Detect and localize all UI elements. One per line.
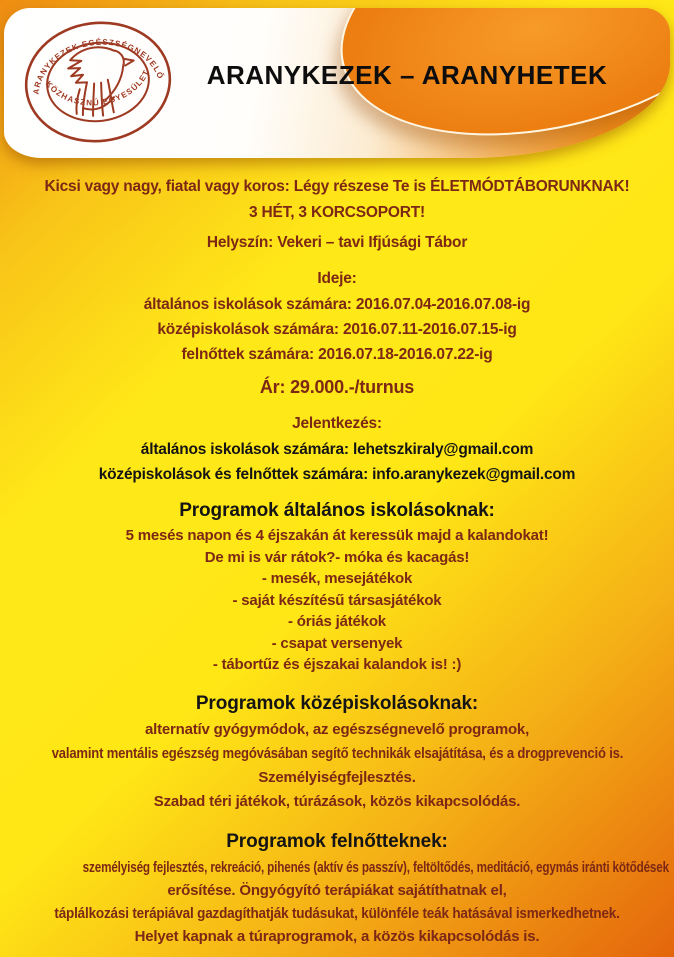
program-line-text: személyiség fejlesztés, rekreáció, pihenés (aktív és passzív), feltöltődés, meditáció, egymás iránti kötődések <box>82 858 669 876</box>
program-line: 5 mesés napon és 4 éjszakán át keressük majd a kalandokat! <box>125 527 549 544</box>
schedule-item: középiskolások számára: 2016.07.11-2016.07.15-ig <box>157 321 517 338</box>
program-line <box>0 856 674 879</box>
program-line: - tábortűz és éjszakai kalandok is! :) <box>212 656 462 673</box>
svg-text:KÖZHASZNÚ EGYESÜLET <box>43 67 155 113</box>
logo-arc-bottom-text: KÖZHASZNÚ EGYESÜLET <box>43 68 152 108</box>
program-line-text: valamint mentális egészség megóvásában segítő technikák elsajátítása, és a drogprevenció is. <box>51 744 623 762</box>
program-line-text: táplálkozási terápiával gazdagíthatják tudásukat, különféle teák hatásával ismerkedhetnek. <box>54 904 620 922</box>
program-line: - csapat versenyek <box>271 634 403 652</box>
program-heading: Programok felnőtteknek: <box>226 830 448 852</box>
program-line: - saját készítésű társasjátékok <box>232 591 442 609</box>
program-line: Helyet kapnak a túraprogramok, a közös kikapcsolódás is. <box>134 927 540 945</box>
location-line: Helyszín: Vekeri – tavi Ifjúsági Tábor <box>206 234 468 251</box>
program-line <box>0 902 674 925</box>
program-line: alternatív gyógymódok, az egészségnevelő programok, <box>144 720 530 738</box>
program-section-adults <box>0 828 674 948</box>
program-line: Személyiségfejlesztés. <box>258 768 416 786</box>
intro-line-2: 3 HÉT, 3 KORCSOPORT! <box>249 204 425 221</box>
association-logo <box>22 18 174 146</box>
application-item: középiskolások és felnőttek számára: info.aranykezek@gmail.com <box>98 466 576 483</box>
program-line: De mi is vár rátok?- móka és kacagás! <box>204 548 470 566</box>
header-banner <box>4 8 670 158</box>
logo-outer-ring <box>22 18 174 146</box>
price-line: Ár: 29.000.-/turnus <box>259 377 415 397</box>
schedule-item: felnőttek számára: 2016.07.18-2016.07.22-ig <box>181 346 493 363</box>
program-line <box>0 742 674 766</box>
program-line: - mesék, mesejátékok <box>261 570 413 587</box>
application-heading: Jelentkezés: <box>292 415 382 432</box>
program-section-highschool <box>0 690 674 814</box>
application-item: általános iskolások számára: lehetszkiraly@gmail.com <box>140 441 534 458</box>
intro-line-1: Kicsi vagy nagy, fiatal vagy koros: Légy részese Te is ÉLETMÓDTÁBORUNKNAK! <box>44 178 630 195</box>
schedule-item: általános iskolások számára: 2016.07.04-2016.07.08-ig <box>143 296 531 313</box>
program-line: erősítése. Öngyógyító terápiákat sajátíthatnak el, <box>167 881 507 899</box>
program-section-elementary <box>0 497 674 676</box>
program-line: Szabad téri játékok, túrázások, közös kikapcsolódás. <box>153 792 521 810</box>
flyer-content <box>0 160 674 957</box>
program-heading: Programok középiskolásoknak: <box>195 692 479 714</box>
program-heading: Programok általános iskolásoknak: <box>179 500 495 521</box>
program-line: - óriás játékok <box>288 613 386 630</box>
logo-arc-top-text: ARANYKEZEK EGÉSZSÉGNEVELŐ <box>31 37 166 96</box>
page-title: ARANYKEZEK – ARANYHETEK <box>206 60 608 90</box>
schedule-heading: Ideje: <box>317 270 357 287</box>
